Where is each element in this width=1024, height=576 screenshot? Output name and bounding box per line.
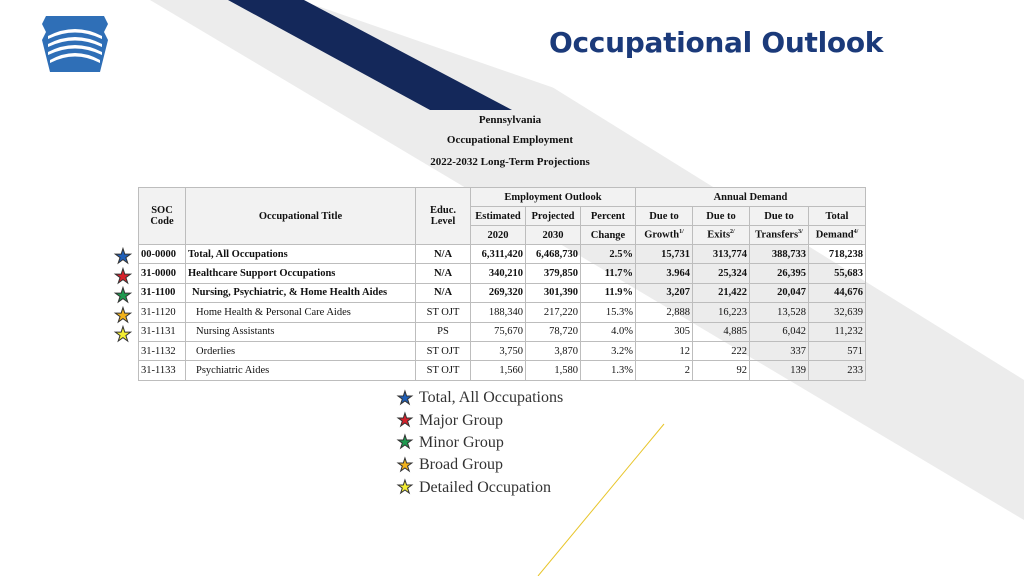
report-subtitle: Occupational Employment [446, 134, 574, 146]
cell-total: 718,238 [809, 245, 866, 264]
col-total-demand: Total [809, 207, 866, 226]
cell-estimated: 75,670 [471, 322, 526, 341]
col-due-growth-text: Growth [644, 229, 680, 241]
cell-projected: 1,580 [526, 361, 581, 380]
cell-transfers: 20,047 [750, 283, 809, 302]
cell-educ: PS [416, 322, 471, 341]
cell-educ: N/A [416, 283, 471, 302]
legend-star-icon: ★ [396, 387, 414, 408]
cell-exits: 4,885 [693, 322, 750, 341]
col-total-demand-text: Demand [815, 229, 854, 241]
pennsylvania-keystone-logo [38, 14, 112, 74]
cell-soc: 00-0000 [139, 245, 186, 264]
cell-total: 11,232 [809, 322, 866, 341]
cell-percent: 11.9% [581, 283, 636, 302]
col-educ-level-l2: Level [430, 216, 456, 227]
col-due-growth: Due to [636, 207, 693, 226]
cell-growth: 2,888 [636, 303, 693, 322]
cell-soc: 31-1133 [139, 361, 186, 380]
col-estimated-year: 2020 [471, 226, 526, 245]
cell-projected: 3,870 [526, 341, 581, 360]
cell-title: Total, All Occupations [186, 245, 416, 264]
cell-percent: 2.5% [581, 245, 636, 264]
col-due-transfers-text: Transfers [755, 229, 799, 241]
cell-estimated: 269,320 [471, 283, 526, 302]
cell-transfers: 13,528 [750, 303, 809, 322]
cell-exits: 21,422 [693, 283, 750, 302]
cell-transfers: 26,395 [750, 264, 809, 283]
legend-star-icon: ★ [396, 410, 414, 431]
group-annual-demand: Annual Demand [636, 188, 866, 207]
col-educ-level-l1: Educ. [430, 205, 456, 216]
col-soc-code-l1: SOC [151, 205, 173, 216]
cell-soc: 31-1132 [139, 341, 186, 360]
cell-exits: 25,324 [693, 264, 750, 283]
cell-title: Healthcare Support Occupations [186, 264, 416, 283]
footnote-4: 4/ [853, 229, 859, 236]
legend-label: Major Group [419, 411, 503, 429]
col-estimated: Estimated [471, 207, 526, 226]
star-major-icon: ★ [114, 265, 132, 288]
cell-transfers: 388,733 [750, 245, 809, 264]
cell-projected: 78,720 [526, 322, 581, 341]
cell-total: 571 [809, 341, 866, 360]
col-percent: Percent [581, 207, 636, 226]
footnote-3: 3/ [798, 229, 803, 236]
cell-exits: 313,774 [693, 245, 750, 264]
cell-growth: 3.964 [636, 264, 693, 283]
cell-exits: 16,223 [693, 303, 750, 322]
cell-percent: 11.7% [581, 264, 636, 283]
legend-star-icon: ★ [396, 477, 414, 498]
star-detailed-icon: ★ [114, 324, 132, 346]
slide-title: Occupational Outlook [549, 26, 884, 59]
col-due-growth-l2 [636, 226, 693, 245]
legend [395, 387, 563, 499]
legend-star-icon: ★ [396, 454, 414, 475]
legend-star-icon: ★ [396, 432, 414, 453]
cell-projected: 6,468,730 [526, 245, 581, 264]
legend-item-total [395, 387, 563, 409]
col-percent-change: Change [581, 226, 636, 245]
cell-soc: 31-0000 [139, 264, 186, 283]
cell-estimated: 1,560 [471, 361, 526, 380]
col-occupational-title: Occupational Title [186, 188, 416, 245]
cell-educ: N/A [416, 245, 471, 264]
cell-growth: 15,731 [636, 245, 693, 264]
star-broad-icon: ★ [114, 304, 132, 327]
footnote-1: 1/ [679, 229, 684, 236]
cell-growth: 12 [636, 341, 693, 360]
col-due-transfers: Due to [750, 207, 809, 226]
cell-percent: 4.0% [581, 322, 636, 341]
star-total-icon: ★ [114, 246, 132, 268]
cell-transfers: 337 [750, 341, 809, 360]
col-soc-code-l2: Code [150, 216, 174, 227]
cell-total: 44,676 [809, 283, 866, 302]
legend-item-major [395, 409, 563, 431]
report-state: Pennsylvania [478, 114, 542, 126]
cell-growth: 2 [636, 361, 693, 380]
cell-title: Home Health & Personal Care Aides [186, 303, 416, 322]
col-projected-year: 2030 [526, 226, 581, 245]
cell-educ: ST OJT [416, 303, 471, 322]
cell-title: Nursing Assistants [186, 322, 416, 341]
cell-educ: N/A [416, 264, 471, 283]
projections-table [138, 187, 866, 381]
cell-educ: ST OJT [416, 361, 471, 380]
cell-title: Psychiatric Aides [186, 361, 416, 380]
col-due-exits: Due to [693, 207, 750, 226]
table-row [139, 245, 866, 264]
col-due-transfers-l2 [750, 226, 809, 245]
cell-total: 233 [809, 361, 866, 380]
table-row [139, 264, 866, 283]
cell-exits: 92 [693, 361, 750, 380]
cell-transfers: 6,042 [750, 322, 809, 341]
cell-title: Nursing, Psychiatric, & Home Health Aides [186, 283, 416, 302]
cell-growth: 305 [636, 322, 693, 341]
cell-percent: 3.2% [581, 341, 636, 360]
cell-title: Orderlies [186, 341, 416, 360]
table-row [139, 341, 866, 360]
cell-estimated: 3,750 [471, 341, 526, 360]
table-row [139, 283, 866, 302]
legend-item-minor [395, 432, 563, 454]
cell-percent: 15.3% [581, 303, 636, 322]
cell-transfers: 139 [750, 361, 809, 380]
cell-soc: 31-1131 [139, 322, 186, 341]
col-due-exits-l2 [693, 226, 750, 245]
report-period: 2022-2032 Long-Term Projections [430, 156, 590, 168]
cell-projected: 379,850 [526, 264, 581, 283]
col-due-exits-text: Exits [707, 229, 731, 241]
legend-item-broad [395, 454, 563, 476]
table-row [139, 303, 866, 322]
table-row [139, 361, 866, 380]
table-row [139, 322, 866, 341]
footnote-2: 2/ [730, 229, 735, 236]
star-minor-icon: ★ [114, 285, 132, 307]
legend-label: Minor Group [419, 433, 504, 451]
cell-educ: ST OJT [416, 341, 471, 360]
legend-label: Total, All Occupations [419, 389, 564, 407]
cell-total: 55,683 [809, 264, 866, 283]
cell-total: 32,639 [809, 303, 866, 322]
group-employment-outlook: Employment Outlook [471, 188, 636, 207]
legend-label: Broad Group [419, 456, 503, 474]
cell-projected: 301,390 [526, 283, 581, 302]
cell-percent: 1.3% [581, 361, 636, 380]
cell-estimated: 188,340 [471, 303, 526, 322]
cell-estimated: 6,311,420 [471, 245, 526, 264]
cell-soc: 31-1100 [139, 283, 186, 302]
legend-item-detailed [395, 477, 563, 499]
cell-growth: 3,207 [636, 283, 693, 302]
cell-exits: 222 [693, 341, 750, 360]
col-soc-code [139, 188, 186, 245]
col-educ-level [416, 188, 471, 245]
cell-projected: 217,220 [526, 303, 581, 322]
col-projected: Projected [526, 207, 581, 226]
cell-estimated: 340,210 [471, 264, 526, 283]
col-total-demand-l2 [809, 226, 866, 245]
cell-soc: 31-1120 [139, 303, 186, 322]
legend-label: Detailed Occupation [419, 478, 551, 496]
